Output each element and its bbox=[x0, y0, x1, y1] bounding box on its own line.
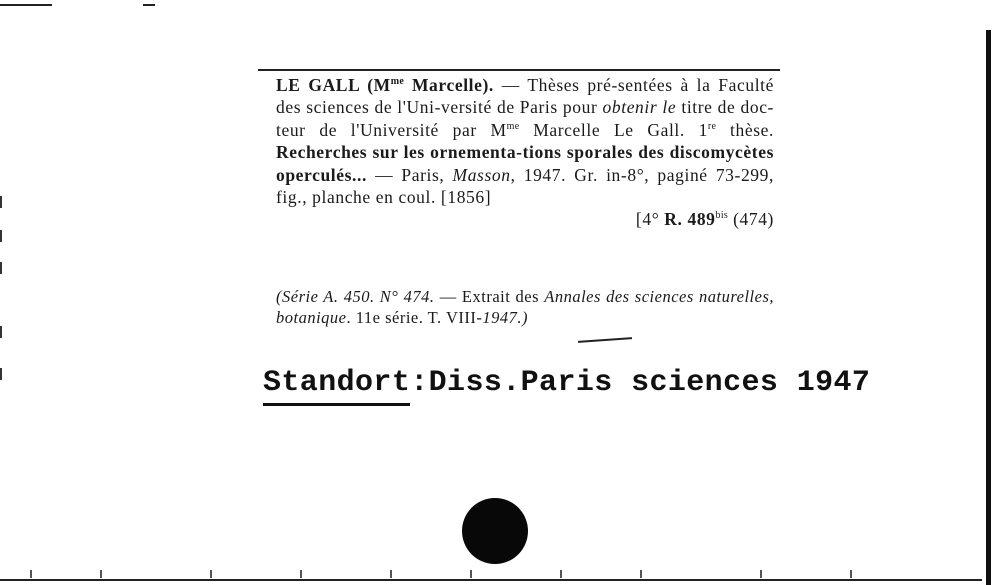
top-edge-mark bbox=[143, 4, 155, 6]
series-note: (Série A. 450. N° 474. — Extrait des Annales des sciences naturelles, botanique. 11e série. T. VIII-1947.) bbox=[276, 287, 774, 327]
left-edge-mark bbox=[0, 262, 2, 274]
standort-underline bbox=[263, 403, 410, 406]
left-edge-mark bbox=[0, 230, 2, 242]
left-edge-mark bbox=[0, 368, 2, 380]
shelf-mark: [4° R. $489^{bis}$ (474) bbox=[635, 209, 774, 230]
standort-label: Standort bbox=[263, 366, 410, 400]
bottom-edge-tick bbox=[760, 570, 762, 578]
card-right-edge bbox=[986, 30, 991, 585]
bottom-edge-tick bbox=[300, 570, 302, 578]
bottom-edge-tick bbox=[390, 570, 392, 578]
card-bottom-edge bbox=[0, 579, 982, 581]
bibliographic-entry: LE GALL ($M^{me}$ Marcelle). — Thèses pré-sentées à la Faculté des sciences de l'Uni-versité de Paris pour obtenir le titre de doc-teur de l'Université par $M^{me}$ Marcelle Le Gall. 1re thèse. Recherches sur les ornementa-tions sporales des discomycètes operculés... — Paris, Masson, 1947. Gr. in-8°, paginé 73-299, fig., planche en coul. [1856] [4° R. $489^{bis}$ (474) bbox=[276, 75, 774, 230]
left-edge-mark bbox=[0, 196, 2, 208]
publisher: Masson bbox=[452, 164, 511, 185]
bottom-edge-tick bbox=[210, 570, 212, 578]
bottom-edge-tick bbox=[100, 570, 102, 578]
bottom-edge-tick bbox=[850, 570, 852, 578]
standort-line: Standort :Diss.Paris sciences 1947 bbox=[263, 366, 870, 400]
handwritten-dash bbox=[578, 337, 632, 343]
bottom-edge-tick bbox=[560, 570, 562, 578]
punch-hole bbox=[462, 498, 528, 564]
imprint: , 1947. Gr. in-8°, paginé 73-299, fig., planche en coul. [1856] bbox=[276, 164, 774, 208]
journal-title: Annales des sciences naturelles, botanique bbox=[276, 287, 774, 327]
left-edge-mark bbox=[0, 326, 2, 338]
work-title: Recherches sur les ornementa-tions sporales des discomycètes operculés... bbox=[276, 142, 774, 185]
bottom-edge-tick bbox=[470, 570, 472, 578]
bottom-edge-tick bbox=[640, 570, 642, 578]
bottom-edge-tick bbox=[30, 570, 32, 578]
thesis-description: Thèses pré-sentées à la Faculté des sciences de l'Uni-versité de Paris pour bbox=[276, 75, 774, 118]
clipping-top-rule bbox=[258, 69, 780, 71]
author-heading: LE GALL ($M^{me}$ Marcelle). bbox=[276, 75, 494, 95]
top-edge-mark bbox=[0, 4, 52, 6]
standort-value: Diss.Paris sciences 1947 bbox=[428, 366, 871, 400]
